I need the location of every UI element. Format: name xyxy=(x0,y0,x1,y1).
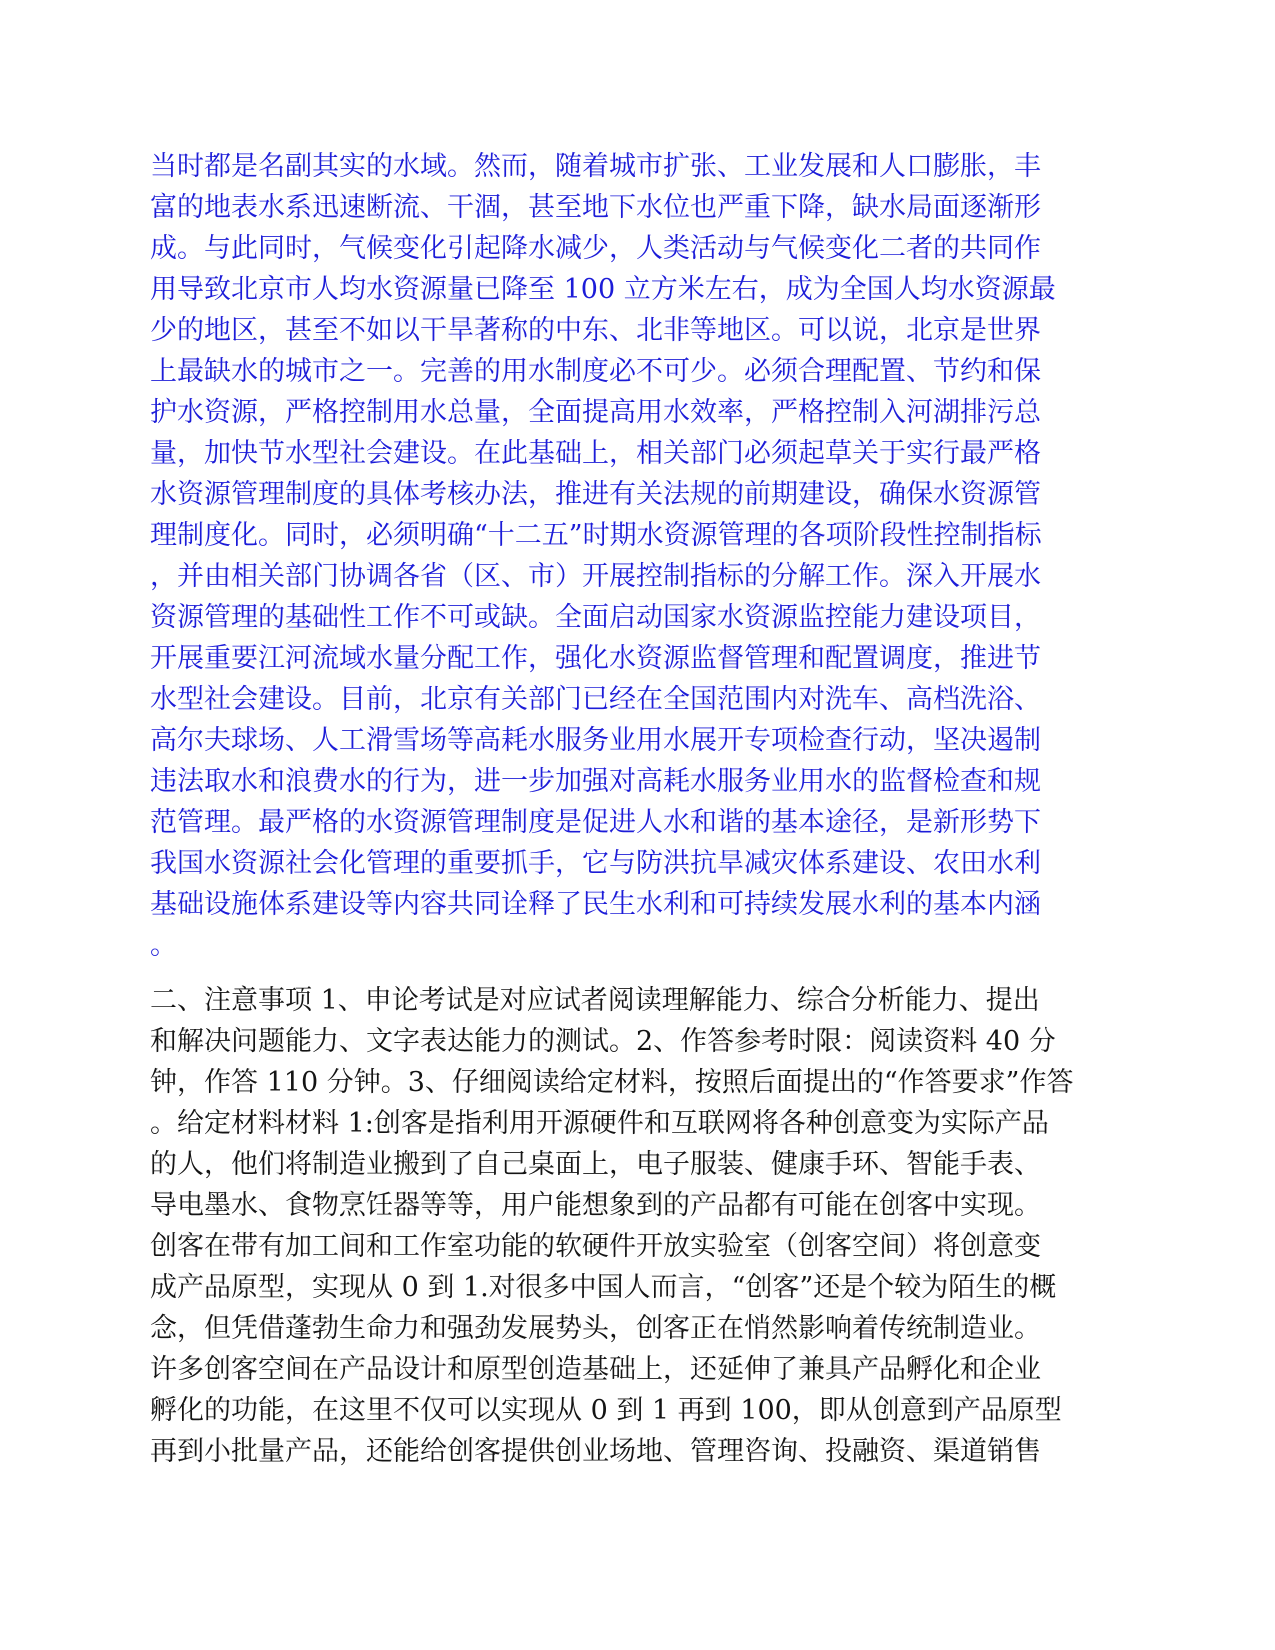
paragraph-line: 护水资源，严格控制用水总量，全面提高用水效率，严格控制入河湖排污总 xyxy=(150,397,1041,428)
paragraph-line: 成产品原型，实现从 0 到 1.对很多中国人而言，“创客”还是个较为陌生的概 xyxy=(150,1272,1057,1303)
paragraph-line: 念，但凭借蓬勃生命力和强劲发展势头，创客正在悄然影响着传统制造业。 xyxy=(150,1313,1041,1344)
paragraph-line: 理制度化。同时，必须明确“十二五”时期水资源管理的各项阶段性控制指标 xyxy=(150,520,1042,551)
notice-paragraph xyxy=(150,980,1112,1472)
paragraph-line: 高尔夫球场、人工滑雪场等高耗水服务业用水展开专项检查行动，坚决遏制 xyxy=(150,725,1041,756)
paragraph-line: 钟，作答 110 分钟。3、仔细阅读给定材料，按照后面提出的“作答要求”作答 xyxy=(150,1067,1074,1098)
paragraph-line: 水型社会建设。目前，北京有关部门已经在全国范围内对洗车、高档洗浴、 xyxy=(150,684,1041,715)
paragraph-line: 和解决问题能力、文字表达能力的测试。2、作答参考时限：阅读资料 40 分 xyxy=(150,1026,1056,1057)
paragraph-line: 导电墨水、食物烹饪器等等，用户能想象到的产品都有可能在创客中实现。 xyxy=(150,1190,1041,1221)
paragraph-line: 开展重要江河流域水量分配工作，强化水资源监督管理和配置调度，推进节 xyxy=(150,643,1041,674)
paragraph-line: 基础设施体系建设等内容共同诠释了民生水利和可持续发展水利的基本内涵 xyxy=(150,889,1041,920)
paragraph-line: 上最缺水的城市之一。完善的用水制度必不可少。必须合理配置、节约和保 xyxy=(150,356,1041,387)
paragraph-line: 。给定材料材料 1:创客是指利用开源硬件和互联网将各种创意变为实际产品 xyxy=(150,1108,1049,1139)
paragraph-line: 许多创客空间在产品设计和原型创造基础上，还延伸了兼具产品孵化和企业 xyxy=(150,1354,1041,1385)
paragraph-line: 少的地区，甚至不如以干旱著称的中东、北非等地区。可以说，北京是世界 xyxy=(150,315,1041,346)
paragraph-line: 。 xyxy=(150,930,177,961)
paragraph-line: 我国水资源社会化管理的重要抓手，它与防洪抗旱减灾体系建设、农田水利 xyxy=(150,848,1041,879)
paragraph-line: 当时都是名副其实的水域。然而，随着城市扩张、工业发展和人口膨胀，丰 xyxy=(150,151,1041,182)
paragraph-line: 富的地表水系迅速断流、干涸，甚至地下水位也严重下降，缺水局面逐渐形 xyxy=(150,192,1041,223)
paragraph-line: 二、注意事项 1、申论考试是对应试者阅读理解能力、综合分析能力、提出 xyxy=(150,985,1040,1016)
paragraph-line: 孵化的功能，在这里不仅可以实现从 0 到 1 再到 100，即从创意到产品原型 xyxy=(150,1395,1062,1426)
paragraph-line: 水资源管理制度的具体考核办法，推进有关法规的前期建设，确保水资源管 xyxy=(150,479,1041,510)
paragraph-line: 违法取水和浪费水的行为，进一步加强对高耗水服务业用水的监督检查和规 xyxy=(150,766,1041,797)
paragraph-line: 创客在带有加工间和工作室功能的软硬件开放实验室（创客空间）将创意变 xyxy=(150,1231,1041,1262)
paragraph-line: 的人，他们将制造业搬到了自己桌面上，电子服装、健康手环、智能手表、 xyxy=(150,1149,1041,1180)
paragraph-line: 范管理。最严格的水资源管理制度是促进人水和谐的基本途径，是新形势下 xyxy=(150,807,1041,838)
paragraph-line: 量，加快节水型社会建设。在此基础上，相关部门必须起草关于实行最严格 xyxy=(150,438,1041,469)
paragraph-line: 成。与此同时，气候变化引起降水减少，人类活动与气候变化二者的共同作 xyxy=(150,233,1041,264)
material-paragraph xyxy=(150,146,1112,966)
paragraph-line: 再到小批量产品，还能给创客提供创业场地、管理咨询、投融资、渠道销售 xyxy=(150,1436,1041,1467)
paragraph-line: 资源管理的基础性工作不可或缺。全面启动国家水资源监控能力建设项目， xyxy=(150,602,1041,633)
paragraph-line: 用导致北京市人均水资源量已降至 100 立方米左右，成为全国人均水资源最 xyxy=(150,274,1056,305)
paragraph-line: ，并由相关部门协调各省（区、市）开展控制指标的分解工作。深入开展水 xyxy=(150,561,1041,592)
